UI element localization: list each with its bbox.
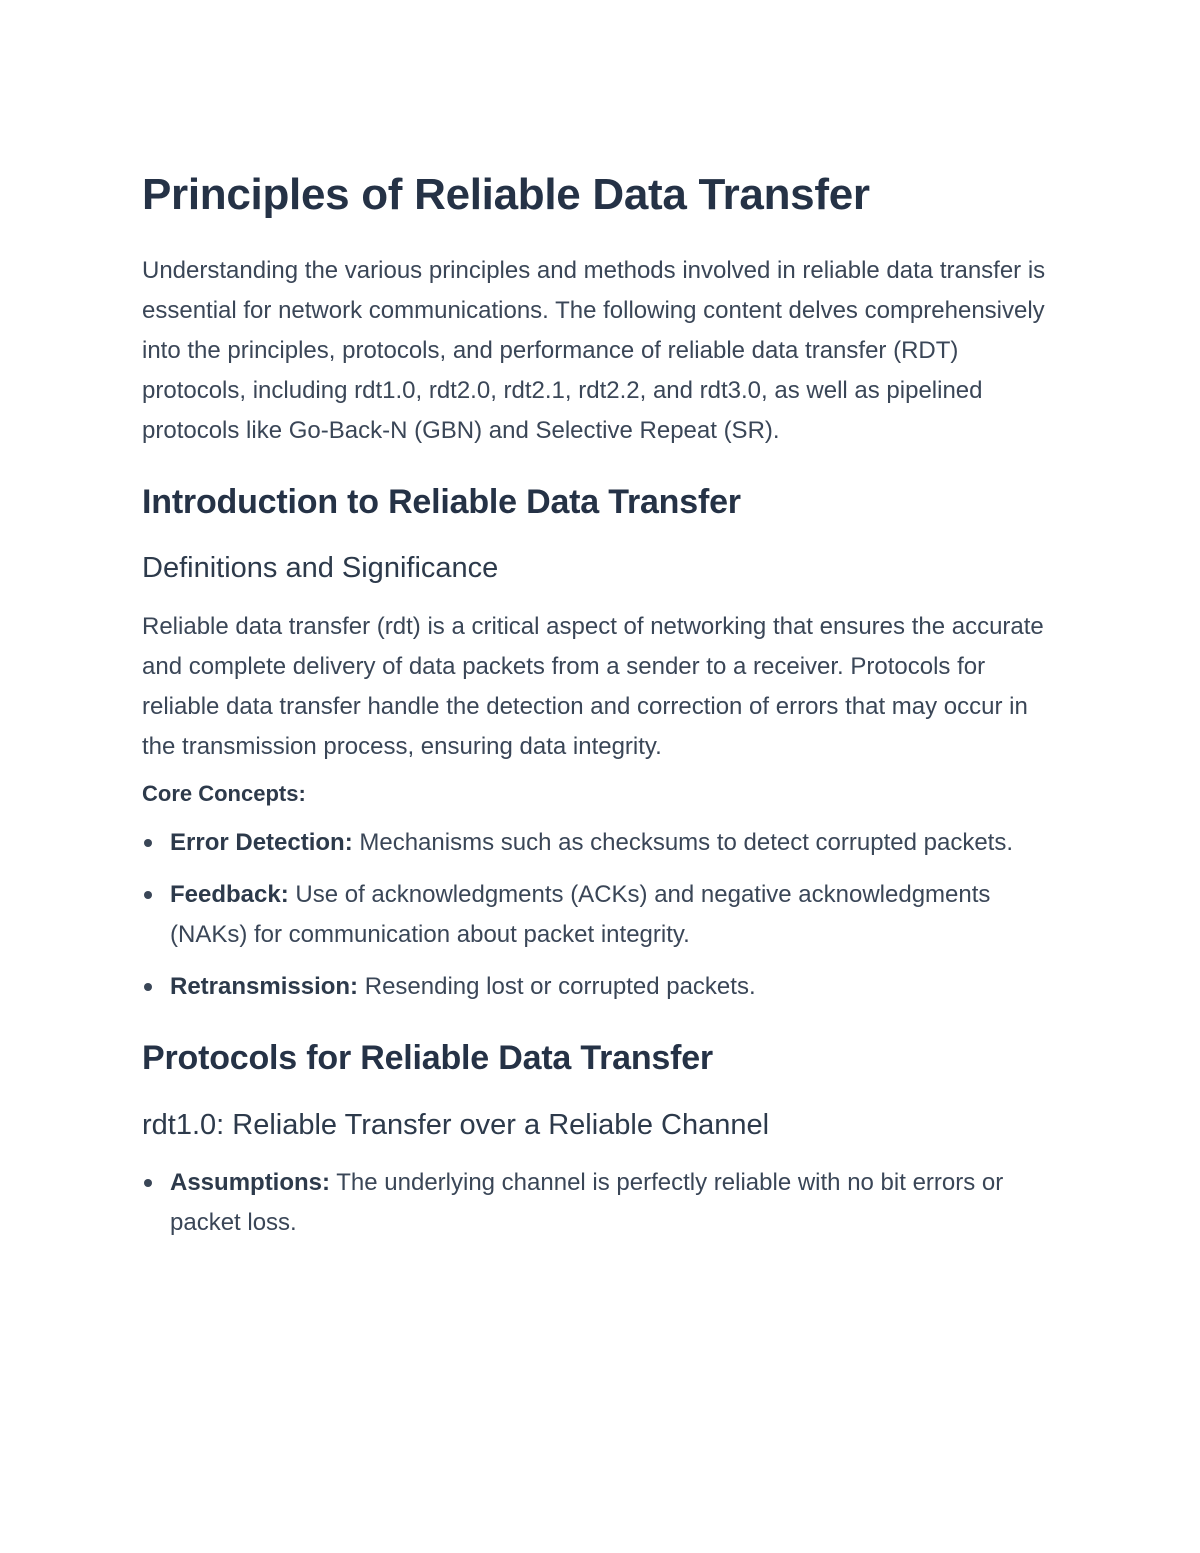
bullet-icon <box>144 1179 152 1187</box>
list-item-text: Use of acknowledgments (ACKs) and negative acknowledgments (NAKs) for communication about packet integrity. <box>170 881 991 948</box>
subheading-definitions: Definitions and Significance <box>142 552 499 584</box>
core-concepts-label: Core Concepts: <box>142 781 306 806</box>
list-item-term: Retransmission: <box>170 973 359 1000</box>
definitions-paragraph: Reliable data transfer (rdt) is a critical aspect of networking that ensures the accurate and complete delivery of data packets from a sender to a receiver. Protocols for reliable data transfer handle the detection and correction of errors that may occur in the transmission process, ensuring data integrity. <box>142 613 1044 760</box>
bullet-icon <box>144 983 152 991</box>
bullet-icon <box>144 891 152 899</box>
list-item-term: Error Detection: <box>170 829 353 856</box>
subheading-rdt10: rdt1.0: Reliable Transfer over a Reliable Channel <box>142 1109 770 1141</box>
list-item-text: Mechanisms such as checksums to detect corrupted packets. <box>352 829 1013 856</box>
section-heading-introduction: Introduction to Reliable Data Transfer <box>142 483 741 521</box>
rdt10-list <box>142 1163 1067 1243</box>
intro-paragraph: Understanding the various principles and methods involved in reliable data transfer is essential for network communications. The following content delves comprehensively into the principles, protocols, and performance of reliable data transfer (RDT) protocols, including rdt1.0, rdt2.0, rdt2.1, rdt2.2, and rdt3.0, as well as pipelined protocols like Go-Back-N (GBN) and Selective Repeat (SR). <box>142 257 1046 444</box>
list-item <box>142 1163 1067 1243</box>
list-item <box>142 967 1067 1007</box>
core-concepts-list <box>142 823 1067 1007</box>
bullet-icon <box>144 839 152 847</box>
list-item <box>142 875 1067 955</box>
list-item-text: Resending lost or corrupted packets. <box>358 973 756 1000</box>
document-page <box>142 168 1067 1243</box>
list-item <box>142 823 1067 863</box>
list-item-term: Assumptions: <box>170 1169 331 1196</box>
list-item-text: The underlying channel is perfectly reliable with no bit errors or packet loss. <box>170 1169 1004 1236</box>
page-title: Principles of Reliable Data Transfer <box>142 170 870 219</box>
section-heading-protocols: Protocols for Reliable Data Transfer <box>142 1039 713 1077</box>
list-item-term: Feedback: <box>170 881 289 908</box>
